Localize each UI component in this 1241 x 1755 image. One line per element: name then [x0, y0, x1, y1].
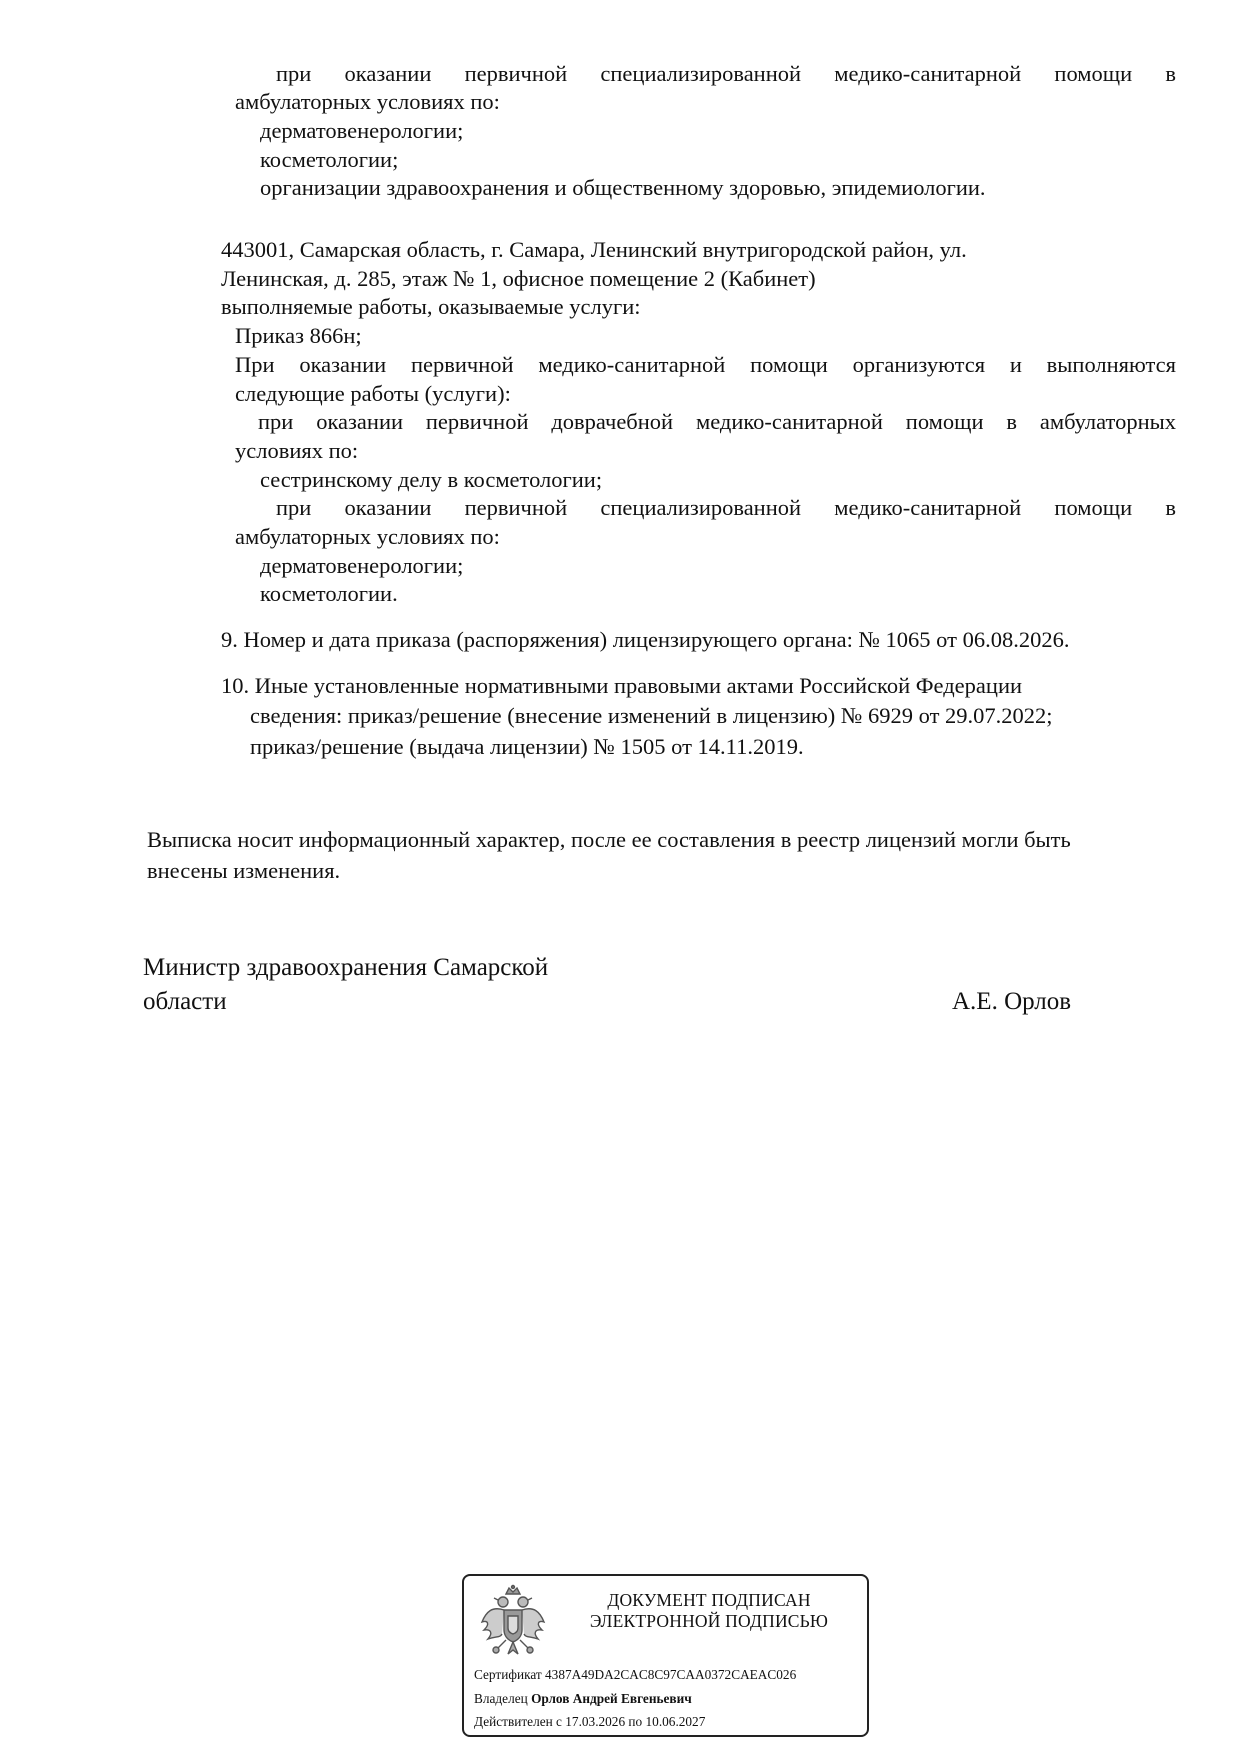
other-info-item-cont: сведения: приказ/решение (внесение изменений в лицензию) № 6929 от 29.07.2022;	[250, 703, 1053, 728]
specialized-care-intro: при оказании первичной специализированной медико-санитарной помощи в	[276, 61, 1176, 86]
other-info-item: 10. Иные установленные нормативными правовыми актами Российской Федерации	[221, 673, 1023, 698]
signatory-name: А.Е. Орлов	[952, 988, 1072, 1015]
signatory-position: Министр здравоохранения Самарской	[143, 954, 549, 981]
primary-care-intro-cont: следующие работы (услуги):	[235, 381, 511, 406]
service-item: косметологии;	[260, 147, 399, 172]
certificate-number: 4387A49DA2CAC8C97CAA0372CAEAC026	[545, 1667, 797, 1682]
service-item: организации здравоохранения и общественному здоровью, эпидемиологии.	[260, 175, 986, 200]
owner-label: Владелец	[474, 1691, 528, 1706]
disclaimer-note: Выписка носит информационный характер, после ее составления в реестр лицензий могли быть	[147, 827, 1071, 852]
service-item: косметологии.	[260, 581, 398, 606]
disclaimer-note-cont: внесены изменения.	[147, 858, 341, 883]
service-item: дерматовенерологии;	[260, 553, 464, 578]
owner-name: Орлов Андрей Евгеньевич	[531, 1691, 692, 1706]
stamp-certificate	[474, 1667, 796, 1683]
services-heading: выполняемые работы, оказываемые услуги:	[221, 294, 641, 319]
order-reference: Приказ 866н;	[235, 323, 362, 348]
stamp-title	[564, 1590, 854, 1632]
prehospital-care-intro: при оказании первичной доврачебной медико-санитарной помощи в амбулаторных	[258, 409, 1176, 434]
prehospital-care-intro-cont: условиях по:	[235, 438, 359, 463]
service-item: дерматовенерологии;	[260, 118, 464, 143]
stamp-owner	[474, 1691, 692, 1707]
validity-period: Действителен с 17.03.2026 по 10.06.2027	[474, 1714, 706, 1729]
stamp-title-line: ЭЛЕКТРОННОЙ ПОДПИСЬЮ	[589, 1611, 829, 1631]
service-item: сестринскому делу в косметологии;	[260, 467, 603, 492]
specialized-care-intro: при оказании первичной специализированной медико-санитарной помощи в	[276, 495, 1176, 520]
specialized-care-intro-cont: амбулаторных условиях по:	[235, 524, 500, 549]
certificate-label: Сертификат	[474, 1667, 542, 1682]
other-info-item-cont: приказ/решение (выдача лицензии) № 1505 от 14.11.2019.	[250, 734, 804, 759]
stamp-title-line: ДОКУМЕНТ ПОДПИСАН	[607, 1590, 811, 1610]
primary-care-intro: При оказании первичной медико-санитарной помощи организуются и выполняются	[235, 352, 1176, 377]
address-line: 443001, Самарская область, г. Самара, Ленинский внутригородской район, ул.	[221, 237, 967, 262]
stamp-validity	[474, 1714, 705, 1730]
russian-coat-of-arms-icon	[478, 1584, 548, 1662]
address-line: Ленинская, д. 285, этаж № 1, офисное помещение 2 (Кабинет)	[221, 266, 816, 291]
specialized-care-intro-cont: амбулаторных условиях по:	[235, 89, 500, 114]
signatory-position-cont: области	[143, 988, 227, 1015]
electronic-signature-stamp	[462, 1574, 869, 1737]
order-number-item: 9. Номер и дата приказа (распоряжения) лицензирующего органа: № 1065 от 06.08.2026.	[221, 627, 1070, 652]
